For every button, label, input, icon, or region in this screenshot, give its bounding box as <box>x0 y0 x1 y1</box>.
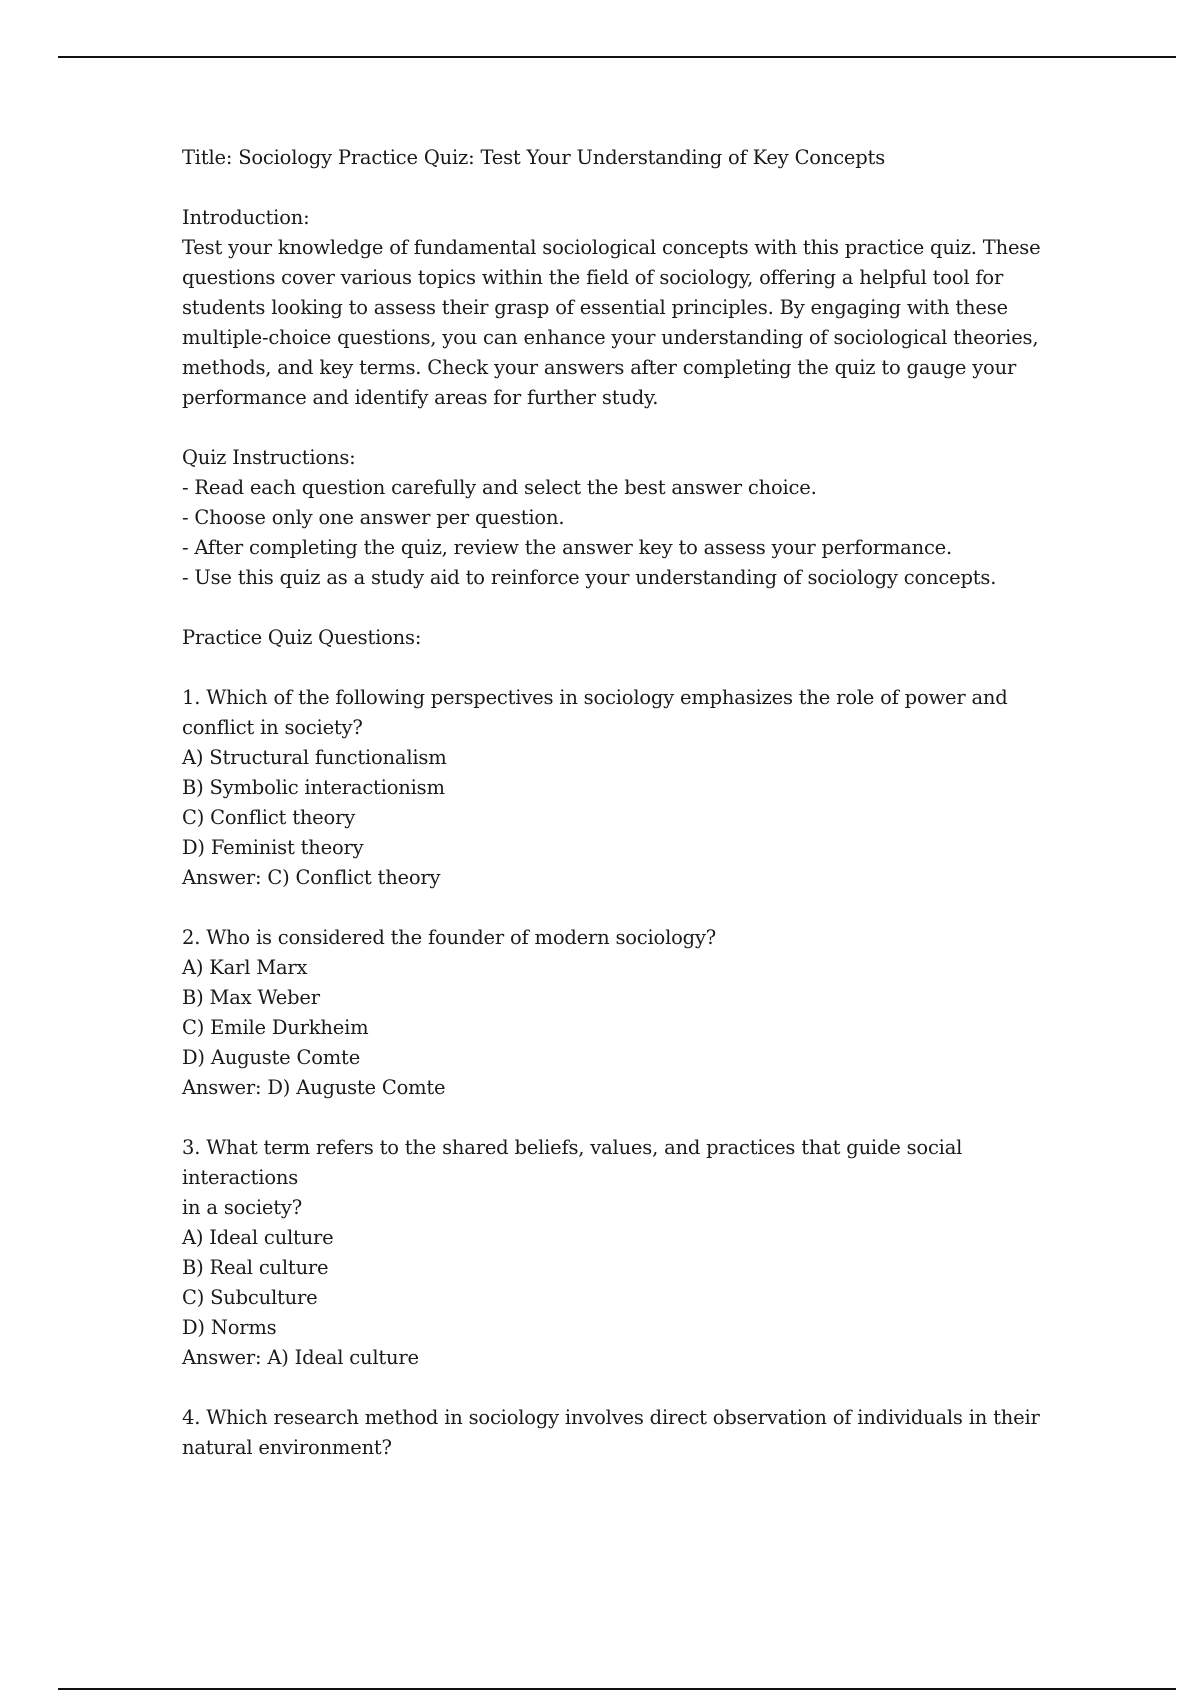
question-text: in a society? <box>182 1196 302 1219</box>
answer-option: A) Structural functionalism <box>182 746 447 769</box>
introduction-line: Test your knowledge of fundamental sociological concepts with this practice quiz. These <box>182 236 1041 259</box>
bottom-rule <box>58 1688 1176 1690</box>
question-3 <box>182 1133 1062 1373</box>
answer-key: Answer: A) Ideal culture <box>182 1346 419 1369</box>
question-4 <box>182 1403 1062 1463</box>
instruction-item: - Choose only one answer per question. <box>182 506 565 529</box>
questions-heading: Practice Quiz Questions: <box>182 626 422 649</box>
introduction-line: performance and identify areas for further study. <box>182 386 659 409</box>
answer-option: A) Karl Marx <box>182 956 308 979</box>
answer-option: D) Auguste Comte <box>182 1046 361 1069</box>
introduction-heading: Introduction: <box>182 206 310 229</box>
instructions-heading: Quiz Instructions: <box>182 446 356 469</box>
question-text: 1. Which of the following perspectives in sociology emphasizes the role of power and <box>182 686 1008 709</box>
question-text: 4. Which research method in sociology involves direct observation of individuals in their <box>182 1406 1040 1429</box>
answer-option: C) Emile Durkheim <box>182 1016 369 1039</box>
answer-option: B) Max Weber <box>182 986 320 1009</box>
question-2 <box>182 923 1062 1103</box>
introduction-line: methods, and key terms. Check your answers after completing the quiz to gauge your <box>182 356 1017 379</box>
document-body <box>182 143 1062 1463</box>
top-rule <box>58 56 1176 58</box>
answer-key: Answer: C) Conflict theory <box>182 866 441 889</box>
answer-option: C) Conflict theory <box>182 806 356 829</box>
introduction-line: questions cover various topics within the field of sociology, offering a helpful tool for <box>182 266 1004 289</box>
answer-key: Answer: D) Auguste Comte <box>182 1076 446 1099</box>
instruction-item: - After completing the quiz, review the answer key to assess your performance. <box>182 536 952 559</box>
answer-option: B) Real culture <box>182 1256 329 1279</box>
answer-option: D) Feminist theory <box>182 836 364 859</box>
question-text: 3. What term refers to the shared beliefs, values, and practices that guide social interactions <box>182 1136 963 1189</box>
answer-option: C) Subculture <box>182 1286 318 1309</box>
question-text: 2. Who is considered the founder of modern sociology? <box>182 926 717 949</box>
instruction-item: - Use this quiz as a study aid to reinforce your understanding of sociology concepts. <box>182 566 997 589</box>
answer-option: A) Ideal culture <box>182 1226 334 1249</box>
question-1 <box>182 683 1062 893</box>
answer-option: B) Symbolic interactionism <box>182 776 445 799</box>
question-text: natural environment? <box>182 1436 392 1459</box>
introduction-line: students looking to assess their grasp of essential principles. By engaging with these <box>182 296 1008 319</box>
question-text: conflict in society? <box>182 716 363 739</box>
answer-option: D) Norms <box>182 1316 277 1339</box>
instruction-item: - Read each question carefully and select the best answer choice. <box>182 476 817 499</box>
introduction-line: multiple-choice questions, you can enhance your understanding of sociological theories, <box>182 326 1039 349</box>
document-title: Title: Sociology Practice Quiz: Test Your Understanding of Key Concepts <box>182 146 885 169</box>
